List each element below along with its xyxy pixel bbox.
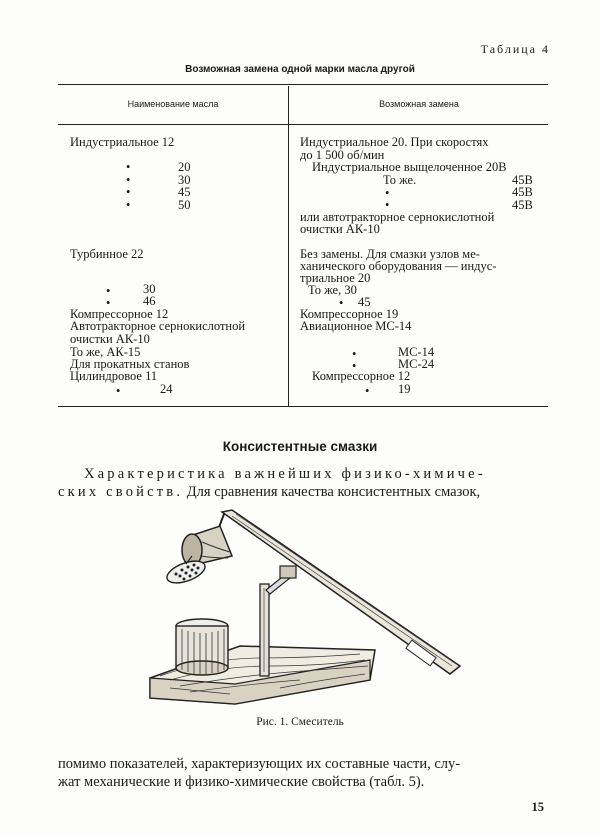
replacement: Индустриальное 20. При скоростях <box>300 135 489 149</box>
replacement: очистки АК-10 <box>300 222 380 236</box>
oil-name: очистки АК-10 <box>70 332 150 346</box>
replacement: Авиационное МС-14 <box>300 319 412 333</box>
figure-caption: Рис. 1. Смеситель <box>256 716 344 728</box>
table-column-divider <box>288 86 289 406</box>
oil-name: 45 <box>178 185 191 199</box>
paragraph-line <box>58 484 480 501</box>
oil-name: Компрессорное 12 <box>70 307 169 321</box>
replacement: Индустриальное выщелоченное 20В <box>312 160 507 174</box>
oil-name: 24 <box>160 382 173 396</box>
table-bottom-rule <box>58 406 548 407</box>
oil-name: Цилиндровое 11 <box>70 369 158 383</box>
replacement: МС-14 <box>398 345 435 359</box>
replacement: То же. <box>383 173 417 187</box>
replacement: 19 <box>398 382 411 396</box>
page-number: 15 <box>531 800 544 814</box>
replacement: 45В <box>512 173 533 187</box>
paragraph-line: помимо показателей, характеризующих их составные части, слу- <box>58 756 461 772</box>
replacement: 45 <box>358 295 371 309</box>
oil-name: 46 <box>143 294 156 308</box>
oil-name: Индустриальное 12 <box>70 135 175 149</box>
paragraph-spaced-term: ских свойств. <box>58 484 184 500</box>
replacement: МС-24 <box>398 357 435 371</box>
replacement: или автотракторное сернокислотной <box>300 210 495 224</box>
oil-name: Автотракторное сернокислотной <box>70 319 246 333</box>
oil-name: Турбинное 22 <box>70 247 144 261</box>
oil-name: То же, АК-15 <box>70 345 141 359</box>
mixer-illustration <box>140 508 500 708</box>
col-header-replacement: Возможная замена <box>379 99 459 109</box>
paragraph-line: жат механические и физико-химические свойства (табл. 5). <box>58 774 425 790</box>
replacement: Компрессорное 12 <box>312 369 411 383</box>
section-heading: Консистентные смазки <box>222 439 378 454</box>
oil-name: 20 <box>178 160 191 174</box>
col-header-name: Наименование масла <box>127 99 219 109</box>
table-label: Таблица 4 <box>480 42 550 56</box>
replacement: 45В <box>512 185 533 199</box>
oil-name: 30 <box>143 282 156 296</box>
replacement: 45В <box>512 198 533 212</box>
oil-name: Для прокатных станов <box>70 357 190 371</box>
replacement: триальное 20 <box>300 271 371 285</box>
replacement: То же, 30 <box>308 283 357 297</box>
oil-name: 50 <box>178 198 191 212</box>
replacement: Компрессорное 19 <box>300 307 399 321</box>
table-top-rule <box>58 84 548 85</box>
paragraph-line: Характеристика важнейших физико-химиче- <box>84 466 486 482</box>
table-caption: Возможная замена одной марки масла другой <box>185 64 415 75</box>
table-header-rule <box>58 124 548 125</box>
replacement: ханического оборудования — индус- <box>300 259 497 273</box>
replacement: до 1 500 об/мин <box>300 148 385 162</box>
paragraph-rest: Для сравнения качества консистентных смазок, <box>186 484 481 500</box>
replacement: Без замены. Для смазки узлов ме- <box>300 247 480 261</box>
oil-name: 30 <box>178 173 191 187</box>
